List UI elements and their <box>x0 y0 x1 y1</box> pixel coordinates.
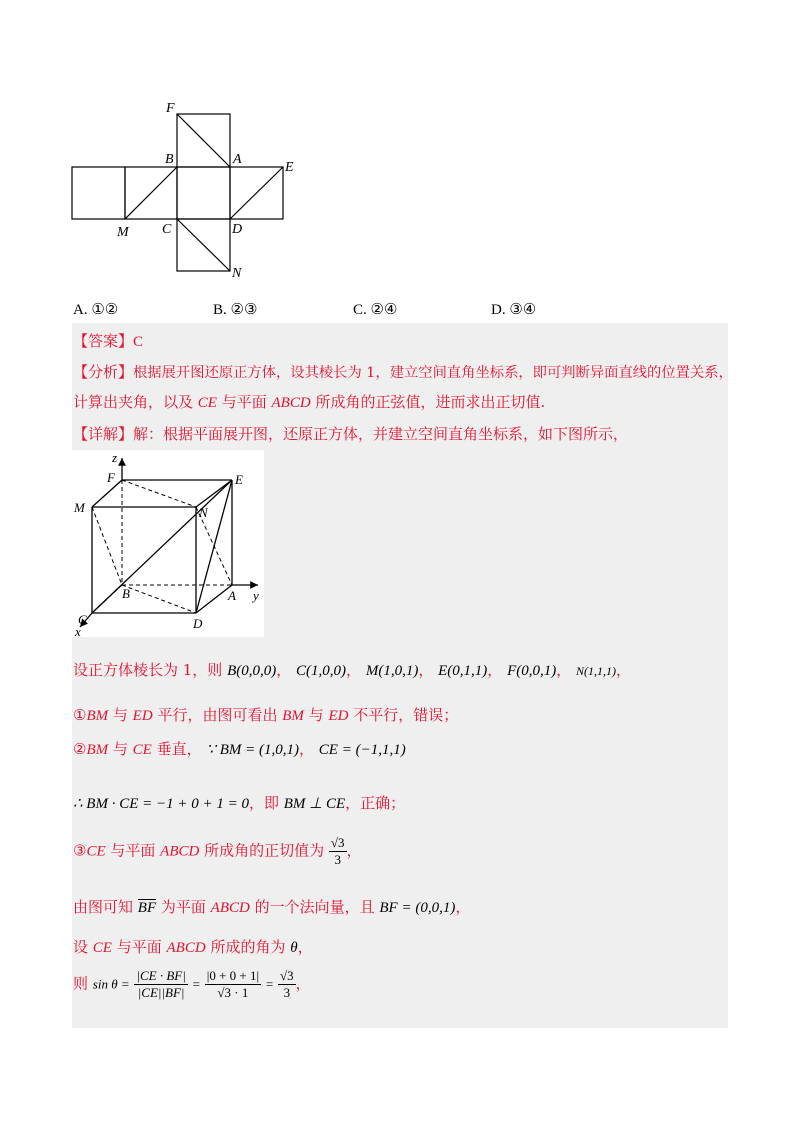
vec-bf: BF = (0,0,1) <box>379 900 456 916</box>
analysis-line-1 <box>73 361 733 382</box>
analysis-text-1: 根据展开图还原正方体，设其棱长为 1，建立空间直角坐标系，即可判断异面直线的位置关系， <box>133 365 733 381</box>
step1-ed: ED <box>132 708 153 724</box>
analysis-line-2 <box>73 391 545 412</box>
step3-abcd: ABCD <box>160 843 200 860</box>
step-3d <box>73 968 311 1001</box>
cube-label-M: M <box>74 500 85 515</box>
net-label-B: B <box>165 152 174 167</box>
frac-3 <box>278 968 296 1001</box>
perp-statement: BM ⊥ CE <box>283 796 346 812</box>
step3b-t3: 的一个法向量，且 <box>249 898 380 916</box>
step3c-t1: 设 <box>73 938 93 956</box>
step3-t2: 所成角的正切值为 <box>199 841 329 860</box>
option-c[interactable] <box>353 300 397 319</box>
frac-1 <box>134 968 187 1001</box>
analysis-text-2c: 所成角的正弦值，进而求出正切值. <box>310 393 546 411</box>
cube-label-E: E <box>235 472 243 487</box>
sin-theta: sin θ = <box>92 976 130 992</box>
analysis-text-2b: 与平面 <box>216 393 272 411</box>
analysis-ce: CE <box>197 395 217 411</box>
option-d-text: ③④ <box>509 302 537 318</box>
option-c-text: ②④ <box>370 302 398 318</box>
analysis-abcd: ABCD <box>271 395 311 411</box>
eq-2: = <box>265 976 274 992</box>
answer-tag: 【答案】 <box>73 332 134 350</box>
step2-sep: ， <box>298 740 314 758</box>
step3-ce: CE <box>86 843 106 860</box>
step2b-t1: ，即 <box>248 794 284 812</box>
vec-bm: ∵ BM = (1,0,1) <box>206 742 299 758</box>
cube-label-y: y <box>253 588 259 603</box>
frac1-den: |CE||BF| <box>137 985 185 1000</box>
cube-label-A: A <box>228 588 236 603</box>
frac2-num: |0 + 0 + 1| <box>206 968 260 983</box>
coords-sep-2: ， <box>346 661 362 679</box>
detail-tag: 【详解】 <box>73 425 134 443</box>
step-3b <box>73 896 470 917</box>
step3-marker: ③ <box>73 841 87 860</box>
net-label-C: C <box>162 222 172 237</box>
coord-E: E(0,1,1) <box>438 663 488 679</box>
cube-label-N: N <box>199 505 208 520</box>
detail-line <box>73 423 628 444</box>
step3b-t4: ， <box>455 898 471 916</box>
option-b-text: ②③ <box>230 302 258 318</box>
step1-t2: 平行，由图可看出 <box>152 706 283 724</box>
step1-ed2: ED <box>328 708 349 724</box>
step2-t2: 垂直， <box>151 740 202 758</box>
option-a-letter: A. <box>73 302 88 318</box>
coords-sep-4: ， <box>487 661 503 679</box>
option-c-letter: C. <box>353 302 367 318</box>
dot-product: ∴ BM · CE = −1 + 0 + 1 = 0 <box>73 796 249 812</box>
step1-t3: 与 <box>303 706 329 724</box>
coords-prefix: 设正方体棱长为 1，则 <box>73 661 228 679</box>
step3d-t2: ， <box>295 974 311 993</box>
step3c-t2: 与平面 <box>111 938 167 956</box>
cube-label-D: D <box>193 616 203 631</box>
eq-1: = <box>192 976 200 992</box>
option-b[interactable] <box>213 300 257 319</box>
coords-line <box>73 659 631 680</box>
coords-sep-5: ， <box>556 661 572 679</box>
step2-bm: BM <box>86 742 109 758</box>
step1-t1: 与 <box>108 706 133 724</box>
answer-line <box>73 330 143 351</box>
net-label-F: F <box>166 101 175 116</box>
step-2b <box>73 792 405 813</box>
step3c-t4: ， <box>297 938 313 956</box>
step3c-ce: CE <box>92 940 112 956</box>
coord-B: B(0,0,0) <box>227 663 277 679</box>
step3b-t1: 由图可知 <box>73 898 138 916</box>
vec-ce: CE = (−1,1,1) <box>318 742 406 758</box>
tan-fraction <box>329 835 347 868</box>
cube-net-figure <box>60 95 320 285</box>
cube-label-F: F <box>107 470 115 485</box>
frac-2 <box>205 968 261 1001</box>
frac3-den: 3 <box>283 985 291 1000</box>
detail-intro: 解：根据平面展开图，还原正方体，并建立空间直角坐标系，如下图所示， <box>133 425 629 443</box>
step-2 <box>73 738 406 759</box>
frac2-den: √3 · 1 <box>217 985 249 1000</box>
cube-label-B: B <box>122 586 130 601</box>
net-label-D: D <box>232 222 243 237</box>
net-label-N: N <box>232 266 242 281</box>
net-label-A: A <box>233 152 242 167</box>
step3d-t1: 则 <box>73 974 93 993</box>
option-a[interactable] <box>73 300 118 319</box>
step3c-abcd: ABCD <box>166 940 206 956</box>
step1-t4: 不平行，错误； <box>348 706 459 724</box>
tan-num: √3 <box>330 835 345 850</box>
coords-sep-1: ， <box>276 661 292 679</box>
step3b-t2: 为平面 <box>156 898 211 916</box>
answer-value: C <box>133 334 144 350</box>
frac1-num: |CE · BF| <box>136 968 186 983</box>
option-a-text: ①② <box>91 302 119 318</box>
frac3-num: √3 <box>280 968 294 983</box>
net-label-M: M <box>117 225 129 240</box>
step-3 <box>73 835 362 868</box>
step2b-t2: ，正确； <box>345 794 406 812</box>
step1-bm: BM <box>86 708 109 724</box>
step-3c <box>73 936 313 957</box>
option-d[interactable] <box>491 300 536 319</box>
step3-t3: ， <box>346 841 362 860</box>
coord-M: M(1,0,1) <box>365 663 419 679</box>
analysis-text-2a: 计算出夹角，以及 <box>73 393 198 411</box>
cube-label-C: C <box>78 612 87 627</box>
cube-label-z: z <box>112 450 118 465</box>
step2-t1: 与 <box>108 740 133 758</box>
step1-bm2: BM <box>282 708 304 724</box>
cube-label-x: x <box>75 624 81 637</box>
theta: θ <box>290 940 298 956</box>
coords-sep-3: ， <box>418 661 434 679</box>
step2-ce: CE <box>132 742 152 758</box>
step3b-abcd: ABCD <box>210 900 250 916</box>
step1-marker: ① <box>73 706 87 724</box>
net-label-E: E <box>285 160 294 175</box>
coord-C: C(1,0,0) <box>296 663 347 679</box>
tan-den: 3 <box>334 852 341 867</box>
option-d-letter: D. <box>491 302 506 318</box>
step3b-bf: BF <box>137 900 157 916</box>
coord-N: N(1,1,1) <box>576 664 617 678</box>
coords-sep-6: ， <box>616 661 632 679</box>
step3c-t3: 所成的角为 <box>205 938 291 956</box>
step3-t1: 与平面 <box>105 841 161 860</box>
option-b-letter: B. <box>213 302 227 318</box>
step-1 <box>73 704 458 725</box>
coord-F: F(0,0,1) <box>507 663 557 679</box>
cube-figure <box>72 450 264 637</box>
step2-marker: ② <box>73 740 87 758</box>
analysis-tag: 【分析】 <box>73 363 134 381</box>
